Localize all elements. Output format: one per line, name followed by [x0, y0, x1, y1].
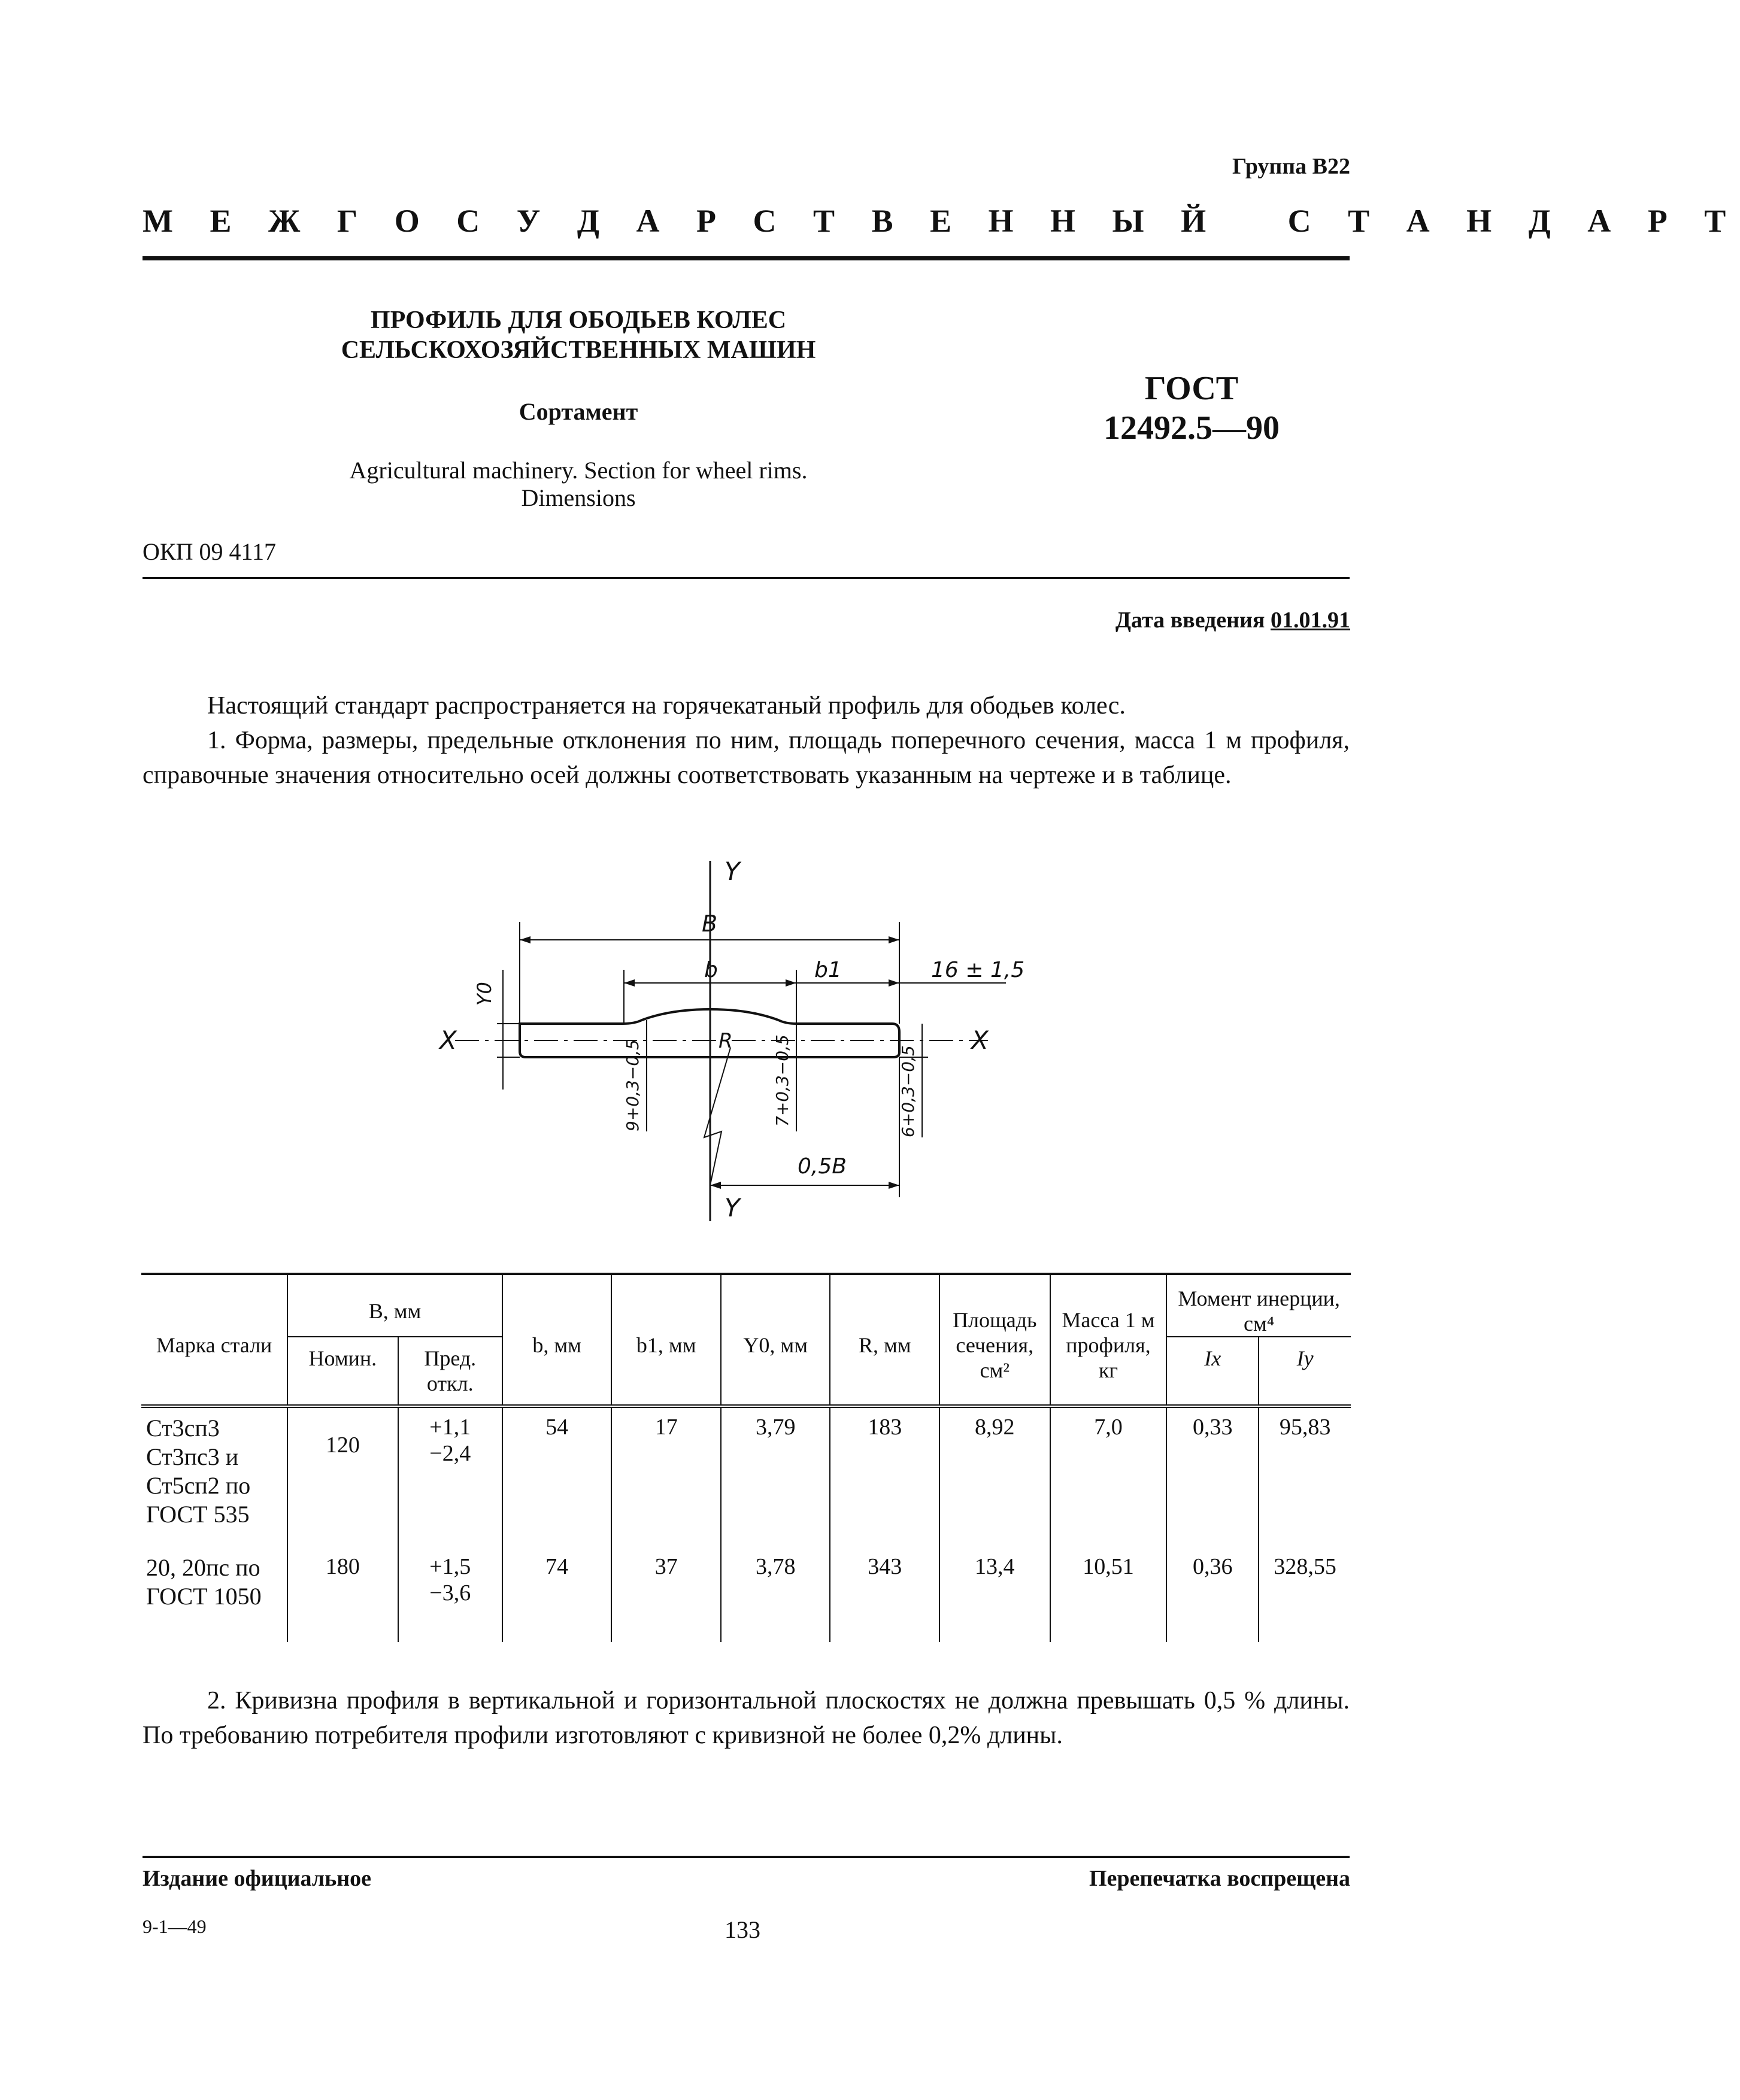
profile-spec-table [141, 1273, 1351, 1642]
col-tolerance-header: Пред. откл. [398, 1337, 502, 1406]
english-title-line1: Agricultural machinery. Section for wheel rims. [349, 457, 808, 484]
radius-leader [704, 1048, 730, 1185]
header-rule [143, 256, 1350, 260]
cell-tolerance-plus: +1,5 [429, 1554, 471, 1579]
cell-ix: 0,36 [1166, 1535, 1259, 1642]
cell-ix: 0,33 [1166, 1406, 1259, 1535]
footer-rule [143, 1856, 1350, 1858]
cell-tolerance-minus: −2,4 [429, 1441, 471, 1466]
cell-b: 54 [502, 1406, 612, 1535]
cell-nominal: 180 [287, 1535, 398, 1642]
label-x-left: X [439, 1025, 457, 1055]
title-line1: ПРОФИЛЬ ДЛЯ ОБОДЬЕВ КОЛЕС [370, 306, 787, 334]
label-dim-9: 9+0,3−0,5 [623, 1039, 642, 1131]
cell-tolerance [398, 1406, 502, 1535]
footer-code: 9-1—49 [143, 1916, 207, 1937]
steel-group-1: Ст3сп3 Ст3пс3 и Ст5сп2 по ГОСТ 535 [141, 1406, 287, 1535]
label-dim-16: 16 ± 1,5 [931, 958, 1025, 982]
col-r-header: R, мм [830, 1274, 939, 1406]
label-y-top: Y [725, 857, 740, 886]
intro-date-label: Дата введения [1115, 608, 1265, 633]
english-title-line2: Dimensions [521, 484, 636, 511]
cell-y0: 3,78 [721, 1535, 830, 1642]
paragraph-clause-2: 2. Кривизна профиля в вертикальной и горизонтальной плоскостях не должна превышать 0,5 % длины. По требованию потребителя профили изготовляют с кривизной не более 0,2% длины. [143, 1687, 1350, 1749]
gost-number: 12492.5—90 [1104, 409, 1280, 447]
label-dim-y0: Y0 [473, 982, 496, 1006]
col-y0-header: Y0, мм [721, 1274, 830, 1406]
cell-b1: 37 [611, 1535, 721, 1642]
cell-b: 74 [502, 1535, 612, 1642]
gost-label: ГОСТ [1144, 370, 1239, 407]
cell-mass: 10,51 [1050, 1535, 1167, 1642]
label-dim-7: 7+0,3−0,5 [772, 1034, 792, 1127]
intro-date-value: 01.01.91 [1271, 608, 1350, 633]
paragraph-scope: Настоящий стандарт распространяется на горячекатаный профиль для ободьев колес. [207, 692, 1126, 720]
cell-b1: 17 [611, 1406, 721, 1535]
col-iy-header: Iy [1259, 1337, 1351, 1406]
cell-iy: 328,55 [1259, 1535, 1351, 1642]
cell-nominal: 120 [287, 1406, 398, 1535]
label-x-right: X [971, 1025, 989, 1055]
cell-r: 183 [830, 1406, 939, 1535]
col-b1-header: b1, мм [611, 1274, 721, 1406]
cell-area: 8,92 [939, 1406, 1050, 1535]
col-b-header: B, мм [287, 1274, 502, 1337]
col-mass-header: Масса 1 м профиля, кг [1050, 1274, 1167, 1406]
col-moment-header: Момент инерции, см⁴ [1166, 1274, 1351, 1337]
cell-tolerance [398, 1535, 502, 1642]
cell-mass: 7,0 [1050, 1406, 1167, 1535]
cell-iy: 95,83 [1259, 1406, 1351, 1535]
cell-y0: 3,79 [721, 1406, 830, 1535]
col-ix-header: Ix [1166, 1337, 1259, 1406]
label-dim-b: b [704, 958, 718, 982]
title-line2: СЕЛЬСКОХОЗЯЙСТВЕННЫХ МАШИН [341, 336, 816, 364]
col-small-b-header: b, мм [502, 1274, 612, 1406]
label-dim-6: 6+0,3−0,5 [898, 1045, 918, 1137]
steel-group-2: 20, 20пс по ГОСТ 1050 [141, 1535, 287, 1642]
intro-date [1115, 607, 1350, 633]
col-steel-header: Марка стали [141, 1274, 287, 1406]
page-number: 133 [725, 1916, 760, 1943]
cell-area: 13,4 [939, 1535, 1050, 1642]
dim-16-arrow [889, 979, 899, 987]
cell-tolerance-plus: +1,1 [429, 1415, 471, 1440]
label-y-bottom: Y [725, 1193, 740, 1222]
label-dim-r: R [719, 1029, 733, 1053]
standard-type: М Е Ж Г О С У Д А Р С Т В Е Н Н Ы Й С Т А Н Д А Р Т [143, 203, 1740, 239]
subtitle: Сортамент [519, 398, 638, 425]
table-row [141, 1406, 1351, 1535]
label-dim-b-capital: B [702, 911, 718, 937]
table-row [141, 1535, 1351, 1642]
footer-official-edition: Издание официальное [143, 1866, 372, 1891]
footer-reprint-prohibited: Перепечатка воспрещена [1089, 1866, 1350, 1891]
paragraph-clause-1: 1. Форма, размеры, предельные отклонения по ним, площадь поперечного сечения, масса 1 м профиля, справочные значения относительно осей должны соответствовать указанным на чертеже и в таблице. [143, 727, 1350, 789]
cell-tolerance-minus: −3,6 [429, 1580, 471, 1606]
group-label: Группа В22 [1232, 154, 1350, 179]
label-dim-half-b: 0,5B [798, 1154, 847, 1179]
cell-r: 343 [830, 1535, 939, 1642]
col-nominal-header: Номин. [287, 1337, 398, 1406]
label-dim-b1: b1 [814, 958, 842, 982]
profile-drawing [419, 850, 1066, 1233]
okp-code: ОКП 09 4117 [143, 538, 276, 565]
title-rule [143, 577, 1350, 579]
col-area-header: Площадь сечения, см² [939, 1274, 1050, 1406]
